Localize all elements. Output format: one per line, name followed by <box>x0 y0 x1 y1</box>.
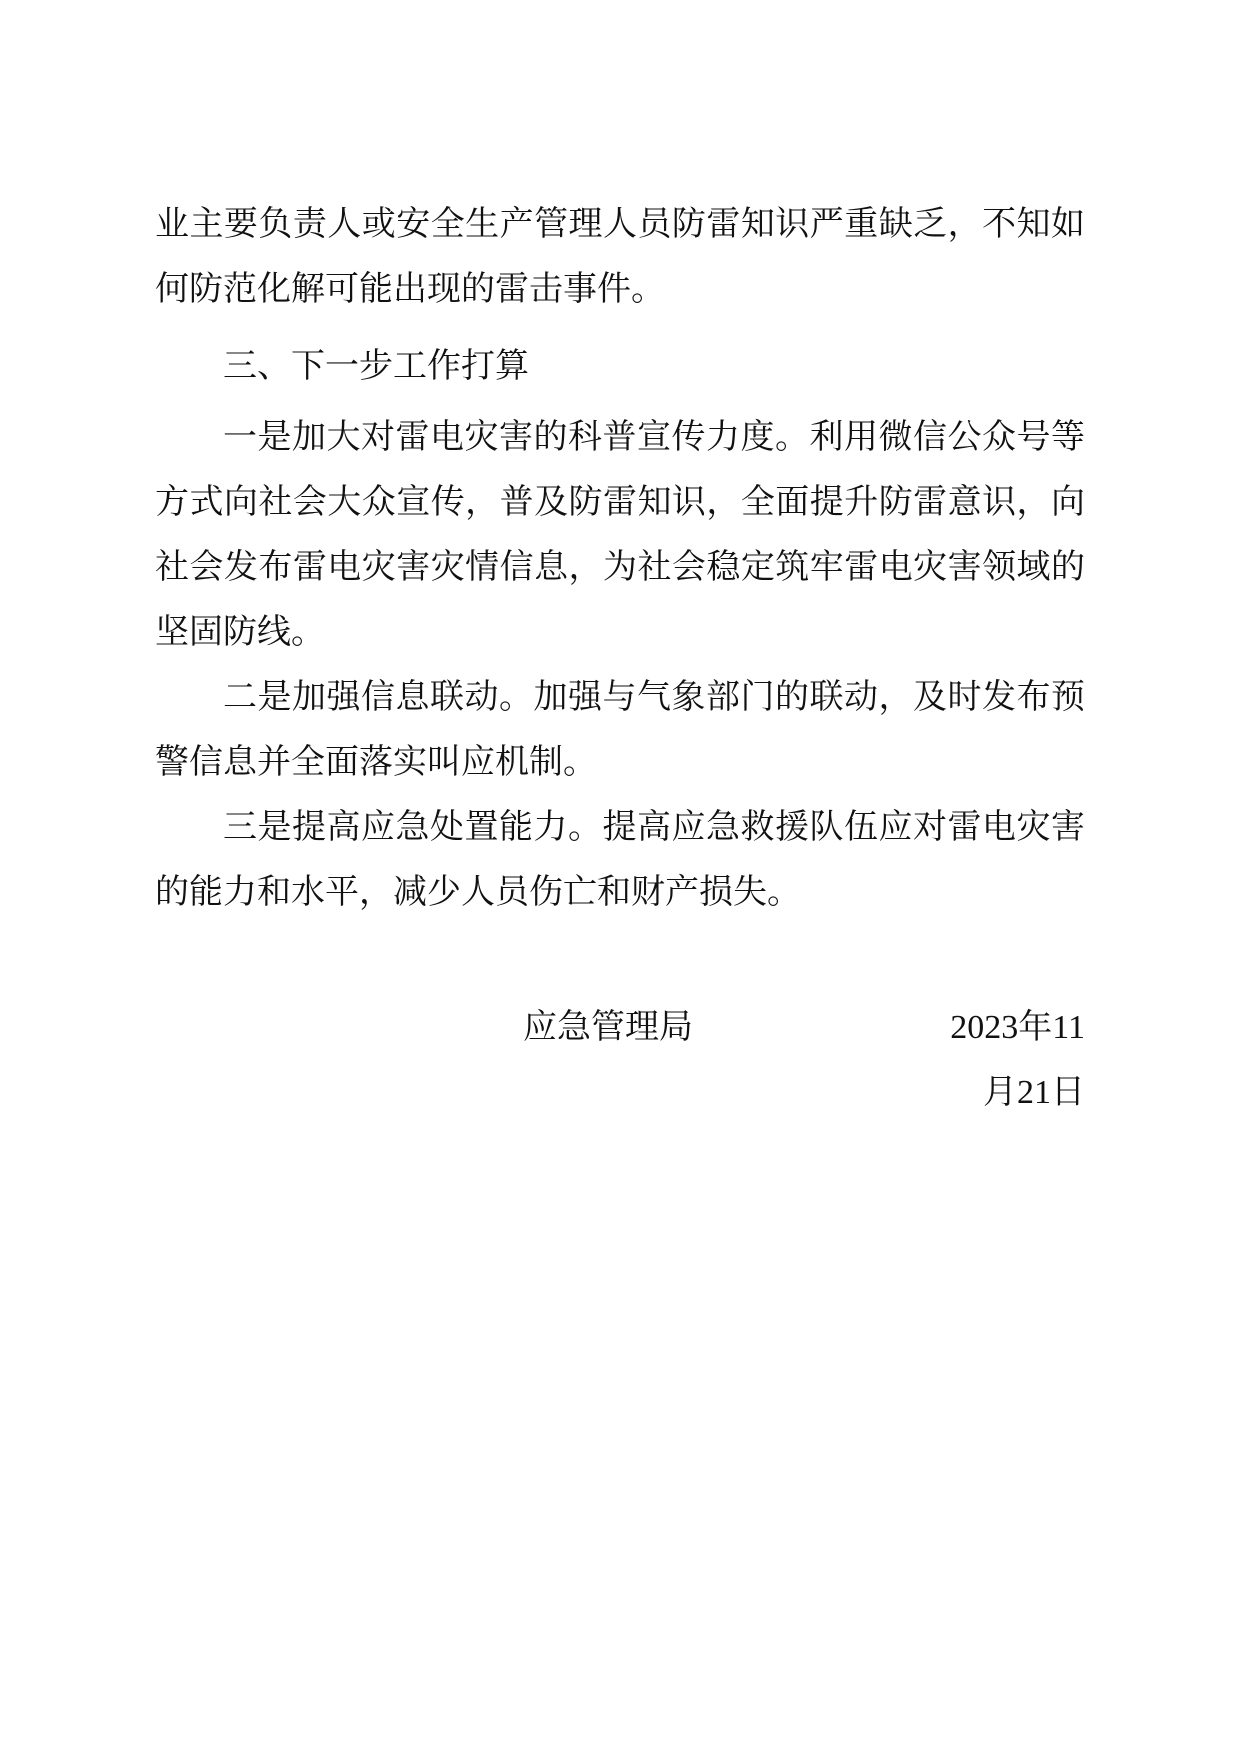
signature-date-line-1 <box>950 995 1085 1060</box>
date-month: 11 <box>1052 1009 1085 1046</box>
signature-date-line-2 <box>983 1060 1085 1125</box>
paragraph-plan-2: 二是加强信息联动。加强与气象部门的联动，及时发布预警信息并全面落实叫应机制。 <box>155 677 1085 782</box>
date-day-unit: 日 <box>1051 1072 1085 1112</box>
date-day: 21 <box>1017 1074 1051 1111</box>
date-year-unit: 年 <box>1018 1007 1053 1047</box>
date-month-unit: 月 <box>983 1072 1017 1112</box>
body-text <box>155 192 1085 925</box>
section-heading: 三、下一步工作打算 <box>223 346 529 386</box>
date-year: 2023 <box>950 1009 1019 1046</box>
signature-organization: 应急管理局 <box>523 1007 693 1047</box>
paragraph-plan-1: 一是加大对雷电灾害的科普宣传力度。利用微信公众号等方式向社会大众宣传，普及防雷知识，全面提升防雷意识，向社会发布雷电灾害灾情信息，为社会稳定筑牢雷电灾害领域的坚固防线。 <box>155 417 1085 652</box>
signature-block <box>155 995 1085 1112</box>
paragraph-continued: 业主要负责人或安全生产管理人员防雷知识严重缺乏，不知如何防范化解可能出现的雷击事件。 <box>155 204 1085 309</box>
paragraph-plan-3: 三是提高应急处置能力。提高应急救援队伍应对雷电灾害的能力和水平，减少人员伤亡和财产损失。 <box>155 807 1085 912</box>
